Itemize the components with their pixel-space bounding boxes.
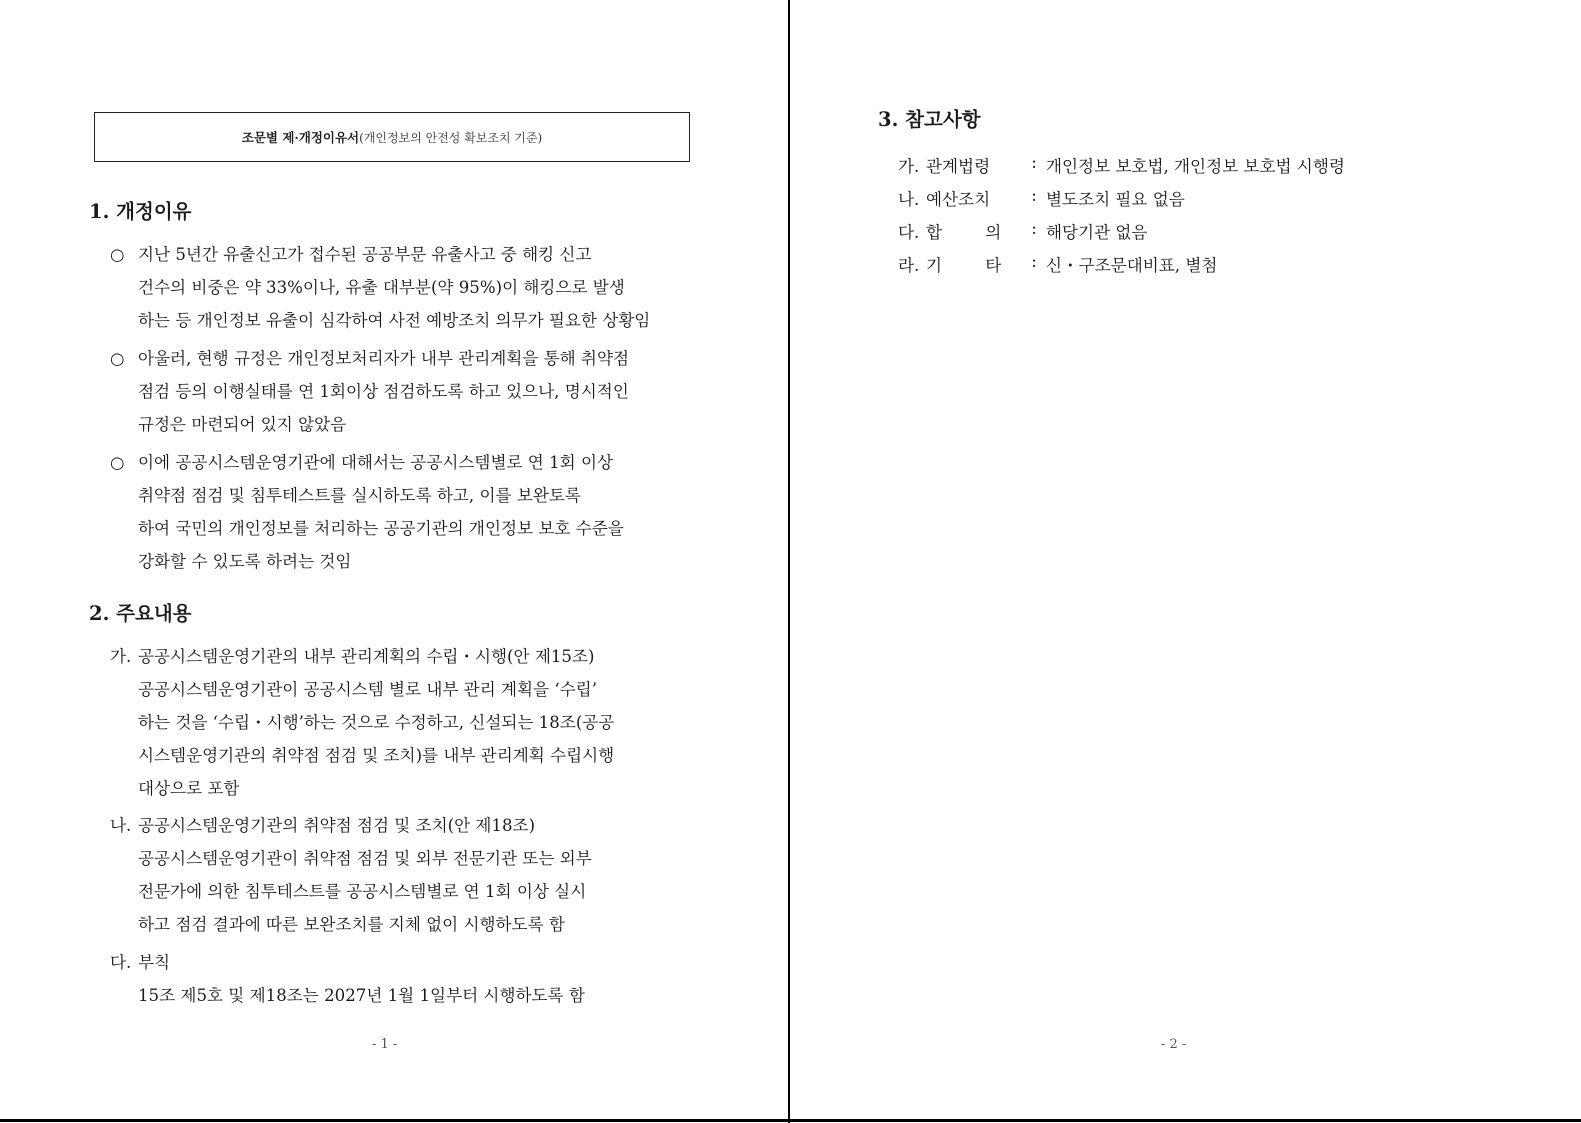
main-content-item-1	[110, 640, 614, 805]
item-line: 하는 것을 ‘수립・시행’하는 것으로 수정하고, 신설되는 18조(공공	[138, 713, 615, 732]
row-key: 관계법령	[926, 157, 991, 176]
item-line: 15조 제5호 및 제18조는 2027년 1월 1일부터 시행하도록 함	[138, 986, 585, 1005]
reason-bullet-1	[110, 238, 650, 337]
bullet-line: 지난 5년간 유출신고가 접수된 공공부문 유출사고 중 해킹 신고	[138, 245, 592, 264]
row-value: 신・구조문대비표, 별첨	[1046, 256, 1218, 275]
bullet-line: 점검 등의 이행실태를 연 1회이상 점검하도록 하고 있으나, 명시적인	[138, 382, 629, 401]
main-content-item-3	[110, 946, 585, 1012]
item-title: 공공시스템운영기관의 취약점 점검 및 조치(안 제18조)	[138, 816, 536, 835]
item-title: 부칙	[138, 953, 171, 972]
item-line: 하고 점검 결과에 따른 보완조치를 지체 없이 시행하도록 함	[138, 915, 565, 934]
section-heading-reasons: 1. 개정이유	[89, 200, 192, 223]
document-page-2	[791, 0, 1581, 1123]
row-key: 합 의	[926, 223, 1002, 242]
item-marker: 나.	[110, 816, 132, 835]
item-line: 대상으로 포함	[138, 779, 240, 798]
item-line: 공공시스템운영기관이 취약점 점검 및 외부 전문기관 또는 외부	[138, 849, 592, 868]
bullet-marker: ○	[110, 349, 125, 368]
reason-bullet-2	[110, 342, 629, 441]
main-content-item-2	[110, 809, 592, 941]
item-line: 시스템운영기관의 취약점 점검 및 조치)를 내부 관리계획 수립시행	[138, 746, 615, 765]
row-value: 해당기관 없음	[1046, 223, 1148, 242]
row-marker: 나.	[898, 190, 920, 209]
document-title-box	[94, 112, 690, 162]
bullet-line: 강화할 수 있도록 하려는 것임	[138, 552, 352, 571]
bullet-line: 규정은 마련되어 있지 않았음	[138, 415, 347, 434]
row-separator: :	[1031, 219, 1037, 238]
row-separator: :	[1031, 252, 1037, 271]
bullet-line: 건수의 비중은 약 33%이나, 유출 대부분(약 95%)이 해킹으로 발생	[138, 278, 625, 297]
row-marker: 다.	[898, 223, 920, 242]
row-marker: 가.	[898, 157, 920, 176]
bullet-marker: ○	[110, 453, 125, 472]
section-heading-references: 3. 참고사항	[878, 108, 981, 131]
bullet-line: 이에 공공시스템운영기관에 대해서는 공공시스템별로 연 1회 이상	[138, 453, 614, 472]
page-bottom-border	[0, 1119, 1581, 1122]
page-divider	[788, 0, 790, 1123]
reference-row	[898, 153, 1345, 177]
document-title: 조문별 제·개정이유서	[241, 130, 360, 145]
row-separator: :	[1031, 186, 1037, 205]
row-key: 예산조치	[926, 190, 991, 209]
row-marker: 라.	[898, 256, 920, 275]
row-value: 개인정보 보호법, 개인정보 보호법 시행령	[1046, 157, 1345, 176]
bullet-line: 하는 등 개인정보 유출이 심각하여 사전 예방조치 의무가 필요한 상황임	[138, 311, 651, 330]
item-marker: 가.	[110, 647, 132, 666]
item-title: 공공시스템운영기관의 내부 관리계획의 수립・시행(안 제15조)	[138, 647, 595, 666]
reason-bullet-3	[110, 446, 624, 578]
reference-row	[898, 252, 1217, 276]
item-line: 전문가에 의한 침투테스트를 공공시스템별로 연 1회 이상 실시	[138, 882, 587, 901]
bullet-line: 하여 국민의 개인정보를 처리하는 공공기관의 개인정보 보호 수준을	[138, 519, 624, 538]
row-value: 별도조치 필요 없음	[1046, 190, 1185, 209]
bullet-line: 취약점 점검 및 침투테스트를 실시하도록 하고, 이를 보완토록	[138, 486, 581, 505]
row-key: 기 타	[926, 256, 1002, 275]
item-marker: 다.	[110, 953, 132, 972]
item-line: 공공시스템운영기관이 공공시스템 별로 내부 관리 계획을 ‘수립’	[138, 680, 597, 699]
bullet-marker: ○	[110, 245, 125, 264]
document-subtitle: (개인정보의 안전성 확보조치 기준)	[359, 130, 543, 145]
page-number: - 2 -	[1161, 1037, 1187, 1052]
page-number: - 1 -	[372, 1037, 398, 1052]
document-page-1	[0, 0, 790, 1123]
reference-row	[898, 186, 1185, 210]
row-separator: :	[1031, 153, 1037, 172]
bullet-line: 아울러, 현행 규정은 개인정보처리자가 내부 관리계획을 통해 취약점	[138, 349, 630, 368]
section-heading-main-content: 2. 주요내용	[89, 602, 192, 625]
reference-row	[898, 219, 1147, 243]
